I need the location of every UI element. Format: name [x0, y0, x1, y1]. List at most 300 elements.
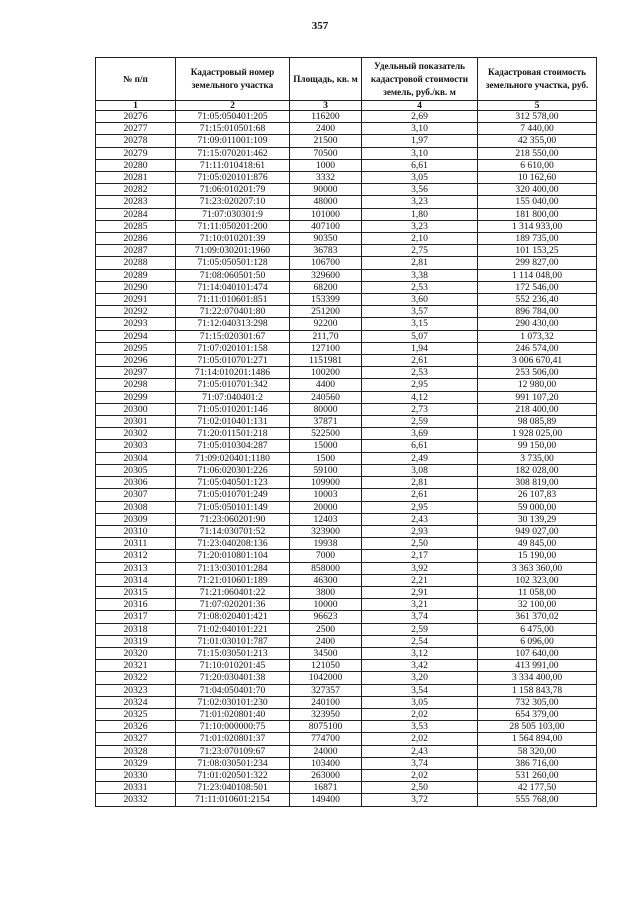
table-row — [96, 281, 597, 293]
cadastral-number-cell: 71:10:010201:39 — [176, 233, 290, 245]
specific-value-cell: 3,57 — [362, 306, 478, 318]
cadastral-value-cell: 1 314 933,00 — [478, 220, 597, 232]
cadastral-value-cell: 253 506,00 — [478, 367, 597, 379]
cadastral-number-cell: 71:07:030301:9 — [176, 208, 290, 220]
area-cell: 3800 — [290, 586, 362, 598]
row-number-cell: 20288 — [96, 257, 176, 269]
specific-value-cell: 3,74 — [362, 611, 478, 623]
cadastral-value-cell: 531 260,00 — [478, 769, 597, 781]
cadastral-value-cell: 654 379,00 — [478, 708, 597, 720]
table-row — [96, 452, 597, 464]
specific-value-cell: 2,61 — [362, 355, 478, 367]
row-number-cell: 20311 — [96, 538, 176, 550]
table-row — [96, 501, 597, 513]
cadastral-value-cell: 6 475,00 — [478, 623, 597, 635]
area-cell: 106700 — [290, 257, 362, 269]
cadastral-value-cell: 732 305,00 — [478, 696, 597, 708]
area-cell: 12403 — [290, 513, 362, 525]
cadastral-number-cell: 71:11:050201:200 — [176, 220, 290, 232]
cadastral-value-cell: 26 107,83 — [478, 489, 597, 501]
cadastral-value-cell: 1 564 894,00 — [478, 733, 597, 745]
column-number: 4 — [362, 101, 478, 111]
specific-value-cell: 2,69 — [362, 111, 478, 123]
area-cell: 1500 — [290, 452, 362, 464]
cadastral-number-cell: 71:13:030101:284 — [176, 562, 290, 574]
row-number-cell: 20321 — [96, 660, 176, 672]
table-row — [96, 440, 597, 452]
specific-value-cell: 3,38 — [362, 269, 478, 281]
area-cell: 323950 — [290, 708, 362, 720]
header-cadastral-value: Кадастровая стоимость земельного участка, руб. — [478, 58, 597, 101]
row-number-cell: 20300 — [96, 403, 176, 415]
table-row — [96, 538, 597, 550]
cadastral-value-cell: 181 800,00 — [478, 208, 597, 220]
cadastral-number-cell: 71:23:040208:136 — [176, 538, 290, 550]
cadastral-value-cell: 3 006 670,41 — [478, 355, 597, 367]
table-row — [96, 550, 597, 562]
area-cell: 240100 — [290, 696, 362, 708]
specific-value-cell: 2,10 — [362, 233, 478, 245]
specific-value-cell: 2,43 — [362, 745, 478, 757]
cadastral-number-cell: 71:15:020301:67 — [176, 330, 290, 342]
specific-value-cell: 3,60 — [362, 294, 478, 306]
area-cell: 21500 — [290, 135, 362, 147]
cadastral-value-cell: 58 320,00 — [478, 745, 597, 757]
area-cell: 263000 — [290, 769, 362, 781]
cadastral-value-cell: 299 827,00 — [478, 257, 597, 269]
cadastral-value-cell: 312 578,00 — [478, 111, 597, 123]
cadastral-number-cell: 71:05:040501:123 — [176, 477, 290, 489]
row-number-cell: 20329 — [96, 757, 176, 769]
row-number-cell: 20320 — [96, 647, 176, 659]
column-number: 5 — [478, 101, 597, 111]
table-row — [96, 147, 597, 159]
area-cell: 522500 — [290, 428, 362, 440]
specific-value-cell: 2,02 — [362, 769, 478, 781]
specific-value-cell: 3,08 — [362, 464, 478, 476]
area-cell: 19938 — [290, 538, 362, 550]
specific-value-cell: 3,21 — [362, 599, 478, 611]
cadastral-value-cell: 949 027,00 — [478, 525, 597, 537]
cadastral-number-cell: 71:14:040101:474 — [176, 281, 290, 293]
table-row — [96, 111, 597, 123]
cadastral-value-cell: 413 991,00 — [478, 660, 597, 672]
cadastral-value-cell: 991 107,20 — [478, 391, 597, 403]
table-row — [96, 391, 597, 403]
row-number-cell: 20330 — [96, 769, 176, 781]
cadastral-value-cell: 1 114 048,00 — [478, 269, 597, 281]
cadastral-number-cell: 71:20:030401:38 — [176, 672, 290, 684]
table-row — [96, 330, 597, 342]
specific-value-cell: 3,10 — [362, 147, 478, 159]
table-row — [96, 367, 597, 379]
specific-value-cell: 2,73 — [362, 403, 478, 415]
specific-value-cell: 1,94 — [362, 342, 478, 354]
row-number-cell: 20310 — [96, 525, 176, 537]
cadastral-number-cell: 71:14:030701:52 — [176, 525, 290, 537]
table-row — [96, 562, 597, 574]
cadastral-value-cell: 552 236,40 — [478, 294, 597, 306]
cadastral-value-cell: 218 550,00 — [478, 147, 597, 159]
row-number-cell: 20316 — [96, 599, 176, 611]
cadastral-value-cell: 172 546,00 — [478, 281, 597, 293]
specific-value-cell: 2,53 — [362, 367, 478, 379]
row-number-cell: 20291 — [96, 294, 176, 306]
cadastral-number-cell: 71:23:070109:67 — [176, 745, 290, 757]
cadastral-value-cell: 49 845,00 — [478, 538, 597, 550]
row-number-cell: 20309 — [96, 513, 176, 525]
table-row — [96, 123, 597, 135]
specific-value-cell: 3,23 — [362, 196, 478, 208]
specific-value-cell: 3,56 — [362, 184, 478, 196]
table-row — [96, 782, 597, 794]
row-number-cell: 20276 — [96, 111, 176, 123]
table-row — [96, 196, 597, 208]
table-row — [96, 257, 597, 269]
cadastral-number-cell: 71:02:030101:230 — [176, 696, 290, 708]
row-number-cell: 20302 — [96, 428, 176, 440]
column-number: 1 — [96, 101, 176, 111]
cadastral-value-cell: 107 640,00 — [478, 647, 597, 659]
row-number-cell: 20282 — [96, 184, 176, 196]
area-cell: 1000 — [290, 159, 362, 171]
specific-value-cell: 3,15 — [362, 318, 478, 330]
header-num: № п/п — [96, 58, 176, 101]
specific-value-cell: 3,05 — [362, 696, 478, 708]
row-number-cell: 20281 — [96, 172, 176, 184]
cadastral-number-cell: 71:01:020801:37 — [176, 733, 290, 745]
table-row — [96, 208, 597, 220]
cadastral-value-cell: 246 574,00 — [478, 342, 597, 354]
table-row — [96, 294, 597, 306]
cadastral-value-cell: 555 768,00 — [478, 794, 597, 806]
specific-value-cell: 2,49 — [362, 452, 478, 464]
specific-value-cell: 2,91 — [362, 586, 478, 598]
area-cell: 327357 — [290, 684, 362, 696]
area-cell: 90350 — [290, 233, 362, 245]
row-number-cell: 20284 — [96, 208, 176, 220]
table-row — [96, 696, 597, 708]
cadastral-number-cell: 71:11:010418:61 — [176, 159, 290, 171]
specific-value-cell: 1,80 — [362, 208, 478, 220]
table-row — [96, 574, 597, 586]
table-row — [96, 623, 597, 635]
area-cell: 92200 — [290, 318, 362, 330]
table-row — [96, 233, 597, 245]
area-cell: 240560 — [290, 391, 362, 403]
cadastral-value-cell: 290 430,00 — [478, 318, 597, 330]
area-cell: 34500 — [290, 647, 362, 659]
specific-value-cell: 3,54 — [362, 684, 478, 696]
area-cell: 96623 — [290, 611, 362, 623]
cadastral-number-cell: 71:07:040401:2 — [176, 391, 290, 403]
cadastral-value-cell: 59 000,00 — [478, 501, 597, 513]
area-cell: 121050 — [290, 660, 362, 672]
area-cell: 251200 — [290, 306, 362, 318]
specific-value-cell: 2,17 — [362, 550, 478, 562]
cadastral-number-cell: 71:09:030201:1960 — [176, 245, 290, 257]
cadastral-number-cell: 71:09:020401:1180 — [176, 452, 290, 464]
table-row — [96, 489, 597, 501]
header-specific-value: Удельный показатель кадастровой стоимости земель, руб./кв. м — [362, 58, 478, 101]
table-row — [96, 403, 597, 415]
row-number-cell: 20323 — [96, 684, 176, 696]
table-row — [96, 464, 597, 476]
row-number-cell: 20322 — [96, 672, 176, 684]
column-number: 3 — [290, 101, 362, 111]
cadastral-number-cell: 71:23:040108:501 — [176, 782, 290, 794]
cadastral-number-cell: 71:22:070401:80 — [176, 306, 290, 318]
row-number-cell: 20313 — [96, 562, 176, 574]
cadastral-number-cell: 71:14:010201:1486 — [176, 367, 290, 379]
row-number-cell: 20305 — [96, 464, 176, 476]
column-number: 2 — [176, 101, 290, 111]
specific-value-cell: 2,93 — [362, 525, 478, 537]
column-number-row — [96, 101, 597, 111]
cadastral-value-cell: 308 819,00 — [478, 477, 597, 489]
table-row — [96, 586, 597, 598]
table-row — [96, 745, 597, 757]
cadastral-number-cell: 71:05:010701:342 — [176, 379, 290, 391]
area-cell: 329600 — [290, 269, 362, 281]
cadastral-number-cell: 71:08:030501:234 — [176, 757, 290, 769]
area-cell: 2500 — [290, 623, 362, 635]
cadastral-value-cell: 320 400,00 — [478, 184, 597, 196]
cadastral-number-cell: 71:02:010401:131 — [176, 416, 290, 428]
area-cell: 103400 — [290, 757, 362, 769]
header-cadastral-number: Кадастровый номер земельного участка — [176, 58, 290, 101]
specific-value-cell: 2,54 — [362, 635, 478, 647]
area-cell: 59100 — [290, 464, 362, 476]
cadastral-number-cell: 71:01:020801:40 — [176, 708, 290, 720]
cadastral-number-cell: 71:05:010304:287 — [176, 440, 290, 452]
row-number-cell: 20326 — [96, 721, 176, 733]
cadastral-number-cell: 71:23:060201:90 — [176, 513, 290, 525]
specific-value-cell: 2,59 — [362, 623, 478, 635]
table-row — [96, 318, 597, 330]
cadastral-value-cell: 7 440,00 — [478, 123, 597, 135]
cadastral-value-cell: 1 073,32 — [478, 330, 597, 342]
row-number-cell: 20297 — [96, 367, 176, 379]
area-cell: 1042000 — [290, 672, 362, 684]
specific-value-cell: 5,07 — [362, 330, 478, 342]
table-row — [96, 159, 597, 171]
cadastral-value-cell: 3 363 360,00 — [478, 562, 597, 574]
specific-value-cell: 3,12 — [362, 647, 478, 659]
cadastral-value-cell: 12 980,00 — [478, 379, 597, 391]
cadastral-value-cell: 11 058,00 — [478, 586, 597, 598]
area-cell: 70500 — [290, 147, 362, 159]
cadastral-value-cell: 386 716,00 — [478, 757, 597, 769]
cadastral-number-cell: 71:05:010701:249 — [176, 489, 290, 501]
cadastral-number-cell: 71:04:050401:70 — [176, 684, 290, 696]
specific-value-cell: 3,10 — [362, 123, 478, 135]
area-cell: 46300 — [290, 574, 362, 586]
table-row — [96, 513, 597, 525]
area-cell: 407100 — [290, 220, 362, 232]
table-row — [96, 269, 597, 281]
table-row — [96, 184, 597, 196]
cadastral-value-cell: 42 355,00 — [478, 135, 597, 147]
row-number-cell: 20283 — [96, 196, 176, 208]
specific-value-cell: 2,02 — [362, 708, 478, 720]
cadastral-value-cell: 10 162,60 — [478, 172, 597, 184]
row-number-cell: 20307 — [96, 489, 176, 501]
row-number-cell: 20319 — [96, 635, 176, 647]
specific-value-cell: 3,53 — [362, 721, 478, 733]
specific-value-cell: 2,61 — [362, 489, 478, 501]
table-row — [96, 416, 597, 428]
specific-value-cell: 2,50 — [362, 782, 478, 794]
area-cell: 10000 — [290, 599, 362, 611]
row-number-cell: 20325 — [96, 708, 176, 720]
cadastral-value-cell: 3 735,00 — [478, 452, 597, 464]
area-cell: 20000 — [290, 501, 362, 513]
table-row — [96, 135, 597, 147]
area-cell: 100200 — [290, 367, 362, 379]
cadastral-number-cell: 71:20:010801:104 — [176, 550, 290, 562]
table-row — [96, 769, 597, 781]
row-number-cell: 20299 — [96, 391, 176, 403]
specific-value-cell: 6,61 — [362, 440, 478, 452]
area-cell: 101000 — [290, 208, 362, 220]
row-number-cell: 20279 — [96, 147, 176, 159]
table-row — [96, 660, 597, 672]
area-cell: 3332 — [290, 172, 362, 184]
specific-value-cell: 2,59 — [362, 416, 478, 428]
row-number-cell: 20303 — [96, 440, 176, 452]
specific-value-cell: 2,02 — [362, 733, 478, 745]
row-number-cell: 20287 — [96, 245, 176, 257]
cadastral-number-cell: 71:08:020401:421 — [176, 611, 290, 623]
specific-value-cell: 2,53 — [362, 281, 478, 293]
table-row — [96, 733, 597, 745]
cadastral-value-cell: 28 505 103,00 — [478, 721, 597, 733]
cadastral-number-cell: 71:05:050401:205 — [176, 111, 290, 123]
cadastral-number-cell: 71:15:010501:68 — [176, 123, 290, 135]
area-cell: 2400 — [290, 123, 362, 135]
cadastral-value-cell: 1 158 843,78 — [478, 684, 597, 696]
table-row — [96, 172, 597, 184]
cadastral-value-cell: 102 323,00 — [478, 574, 597, 586]
cadastral-value-cell: 218 400,00 — [478, 403, 597, 415]
table-row — [96, 647, 597, 659]
area-cell: 774700 — [290, 733, 362, 745]
table-row — [96, 245, 597, 257]
row-number-cell: 20278 — [96, 135, 176, 147]
cadastral-value-cell: 98 085,89 — [478, 416, 597, 428]
cadastral-number-cell: 71:06:020301:226 — [176, 464, 290, 476]
table-row — [96, 611, 597, 623]
table-row — [96, 721, 597, 733]
area-cell: 127100 — [290, 342, 362, 354]
cadastral-value-cell: 30 139,29 — [478, 513, 597, 525]
area-cell: 2400 — [290, 635, 362, 647]
area-cell: 109900 — [290, 477, 362, 489]
cadastral-number-cell: 71:05:050501:128 — [176, 257, 290, 269]
table-header-row — [96, 58, 597, 101]
cadastral-value-cell: 15 190,00 — [478, 550, 597, 562]
row-number-cell: 20314 — [96, 574, 176, 586]
row-number-cell: 20285 — [96, 220, 176, 232]
cadastral-number-cell: 71:01:020501:322 — [176, 769, 290, 781]
table-row — [96, 342, 597, 354]
cadastral-number-cell: 71:08:060501:50 — [176, 269, 290, 281]
cadastral-number-cell: 71:11:010601:2154 — [176, 794, 290, 806]
cadastral-value-cell: 99 150,00 — [478, 440, 597, 452]
table-row — [96, 635, 597, 647]
specific-value-cell: 3,05 — [362, 172, 478, 184]
table-row — [96, 379, 597, 391]
row-number-cell: 20293 — [96, 318, 176, 330]
table-row — [96, 708, 597, 720]
row-number-cell: 20304 — [96, 452, 176, 464]
row-number-cell: 20315 — [96, 586, 176, 598]
cadastral-number-cell: 71:05:020101:876 — [176, 172, 290, 184]
specific-value-cell: 2,95 — [362, 379, 478, 391]
cadastral-number-cell: 71:07:020201:36 — [176, 599, 290, 611]
area-cell: 149400 — [290, 794, 362, 806]
area-cell: 36783 — [290, 245, 362, 257]
area-cell: 16871 — [290, 782, 362, 794]
row-number-cell: 20327 — [96, 733, 176, 745]
area-cell: 116200 — [290, 111, 362, 123]
table-row — [96, 525, 597, 537]
area-cell: 858000 — [290, 562, 362, 574]
table-row — [96, 757, 597, 769]
cadastral-number-cell: 71:07:020101:158 — [176, 342, 290, 354]
page-number: 357 — [311, 20, 329, 32]
cadastral-value-cell: 6 096,00 — [478, 635, 597, 647]
table-row — [96, 794, 597, 806]
row-number-cell: 20289 — [96, 269, 176, 281]
cadastral-number-cell: 71:21:010601:189 — [176, 574, 290, 586]
table-row — [96, 428, 597, 440]
row-number-cell: 20295 — [96, 342, 176, 354]
area-cell: 8075100 — [290, 721, 362, 733]
specific-value-cell: 2,81 — [362, 257, 478, 269]
area-cell: 4400 — [290, 379, 362, 391]
cadastral-number-cell: 71:10:000000:75 — [176, 721, 290, 733]
row-number-cell: 20328 — [96, 745, 176, 757]
cadastral-number-cell: 71:05:050101:149 — [176, 501, 290, 513]
row-number-cell: 20324 — [96, 696, 176, 708]
specific-value-cell: 1,97 — [362, 135, 478, 147]
cadastral-number-cell: 71:20:011501:218 — [176, 428, 290, 440]
area-cell: 48000 — [290, 196, 362, 208]
cadastral-value-cell: 3 334 400,00 — [478, 672, 597, 684]
row-number-cell: 20312 — [96, 550, 176, 562]
area-cell: 1151981 — [290, 355, 362, 367]
row-number-cell: 20298 — [96, 379, 176, 391]
area-cell: 15000 — [290, 440, 362, 452]
cadastral-value-cell: 182 028,00 — [478, 464, 597, 476]
specific-value-cell: 2,81 — [362, 477, 478, 489]
row-number-cell: 20331 — [96, 782, 176, 794]
row-number-cell: 20308 — [96, 501, 176, 513]
specific-value-cell: 2,75 — [362, 245, 478, 257]
table-row — [96, 306, 597, 318]
cadastral-value-cell: 1 928 025,00 — [478, 428, 597, 440]
specific-value-cell: 3,23 — [362, 220, 478, 232]
row-number-cell: 20332 — [96, 794, 176, 806]
row-number-cell: 20286 — [96, 233, 176, 245]
area-cell: 37871 — [290, 416, 362, 428]
cadastral-value-cell: 361 370,02 — [478, 611, 597, 623]
row-number-cell: 20301 — [96, 416, 176, 428]
area-cell: 323900 — [290, 525, 362, 537]
specific-value-cell: 3,72 — [362, 794, 478, 806]
